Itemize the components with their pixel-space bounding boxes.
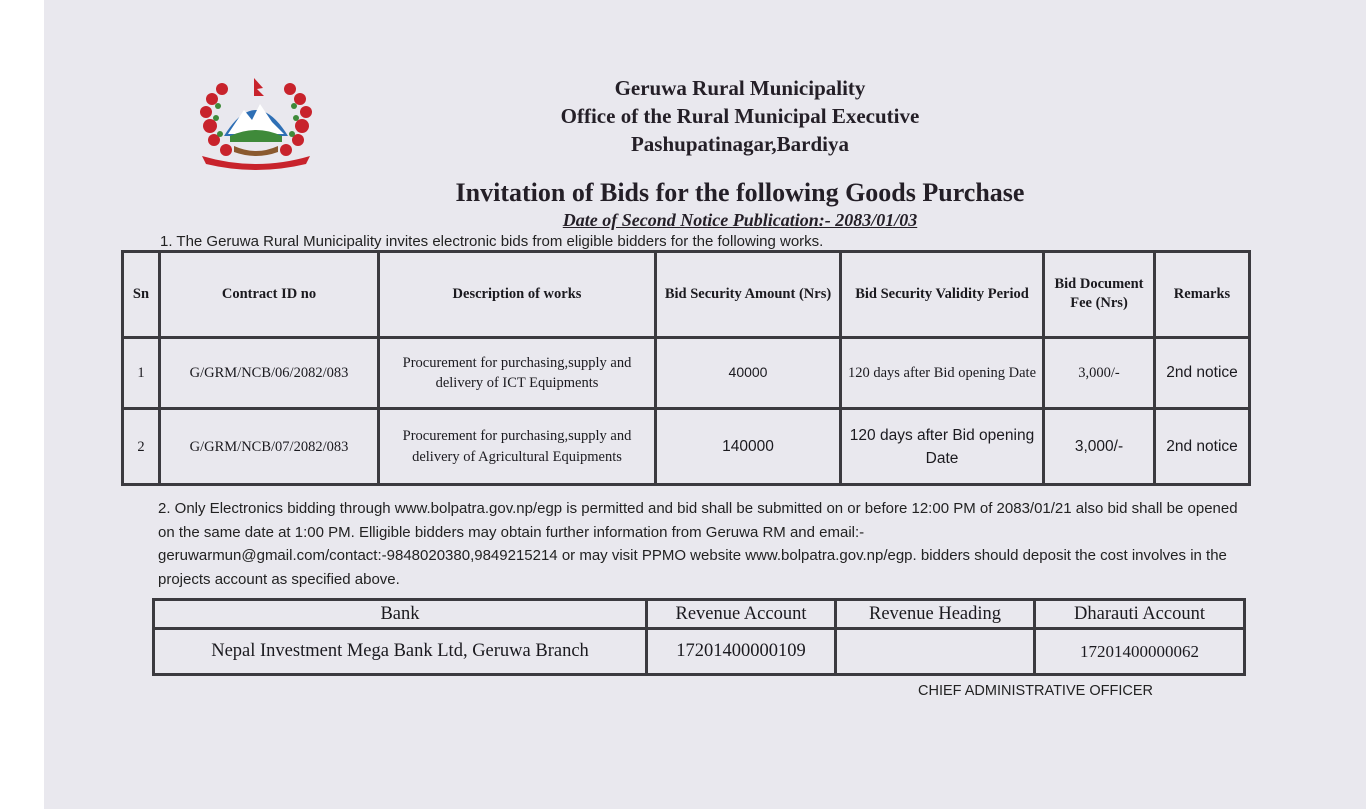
cell-dharauti-account: 17201400000062 (1035, 629, 1245, 675)
header-contract-id: Contract ID no (160, 252, 379, 338)
header-dharauti-account: Dharauti Account (1035, 600, 1245, 629)
cell-description: Procurement for purchasing,supply and delivery of ICT Equipments (379, 337, 656, 408)
header-bid-security: Bid Security Amount (Nrs) (656, 252, 841, 338)
header-sn: Sn (123, 252, 160, 338)
cell-bank-name: Nepal Investment Mega Bank Ltd, Geruwa Branch (154, 629, 647, 675)
cell-remarks: 2nd notice (1155, 409, 1250, 485)
intro-paragraph: 1. The Geruwa Rural Municipality invites electronic bids from eligible bidders for the following works. (160, 233, 824, 250)
cell-contract-id: G/GRM/NCB/07/2082/083 (160, 409, 379, 485)
signature-title: CHIEF ADMINISTRATIVE OFFICER (918, 683, 1153, 699)
publication-date: Date of Second Notice Publication:- 2083/01/03 (562, 210, 918, 230)
notice-title: Invitation of Bids for the following Goods Purchase (455, 178, 1025, 207)
bank-header-row (154, 600, 1245, 629)
cell-validity: 120 days after Bid opening Date (841, 337, 1044, 408)
cell-sn: 2 (123, 409, 160, 485)
cell-description: Procurement for purchasing,supply and delivery of Agricultural Equipments (379, 409, 656, 485)
paper-edge (0, 0, 44, 809)
table-header-row (123, 252, 1250, 338)
header-remarks: Remarks (1155, 252, 1250, 338)
office-address: Pashupatinagar,Bardiya (630, 132, 850, 156)
header-revenue-heading: Revenue Heading (836, 600, 1035, 629)
cell-remarks: 2nd notice (1155, 337, 1250, 408)
header-description: Description of works (379, 252, 656, 338)
cell-contract-id: G/GRM/NCB/06/2082/083 (160, 337, 379, 408)
table-row (123, 409, 1250, 485)
cell-revenue-account: 17201400000109 (647, 629, 836, 675)
table-row (154, 629, 1245, 675)
cell-sn: 1 (123, 337, 160, 408)
cell-revenue-heading (836, 629, 1035, 675)
cell-bid-security: 40000 (656, 337, 841, 408)
bank-table (152, 598, 1246, 676)
works-table (121, 250, 1251, 486)
header-bank: Bank (154, 600, 647, 629)
cell-validity: 120 days after Bid opening Date (841, 409, 1044, 485)
table-row (123, 337, 1250, 408)
cell-fee: 3,000/- (1044, 337, 1155, 408)
municipality-name: Geruwa Rural Municipality (614, 76, 866, 100)
cell-bid-security: 140000 (656, 409, 841, 485)
header-validity: Bid Security Validity Period (841, 252, 1044, 338)
office-name: Office of the Rural Municipal Executive (560, 104, 920, 128)
header-revenue-account: Revenue Account (647, 600, 836, 629)
bidding-instructions-paragraph: 2. Only Electronics bidding through www.bolpatra.gov.np/egp is permitted and bid shall be submitted on or before 12:00 PM of 2083/01/21 also bid shall be opened on the same date at 1:00 PM. Elligible bidders may obtain further information from Geruwa RM and email:- geruwarmun@gmail.com/contact:-9848020380,9849215214 or may visit PPMO website www.bolpatra.gov.np/egp. bidders should deposit the cost involves in the projects account as specified above. (158, 500, 1238, 588)
cell-fee: 3,000/- (1044, 409, 1155, 485)
header-fee: Bid Document Fee (Nrs) (1044, 252, 1155, 338)
nepal-government-emblem-icon (194, 76, 318, 172)
